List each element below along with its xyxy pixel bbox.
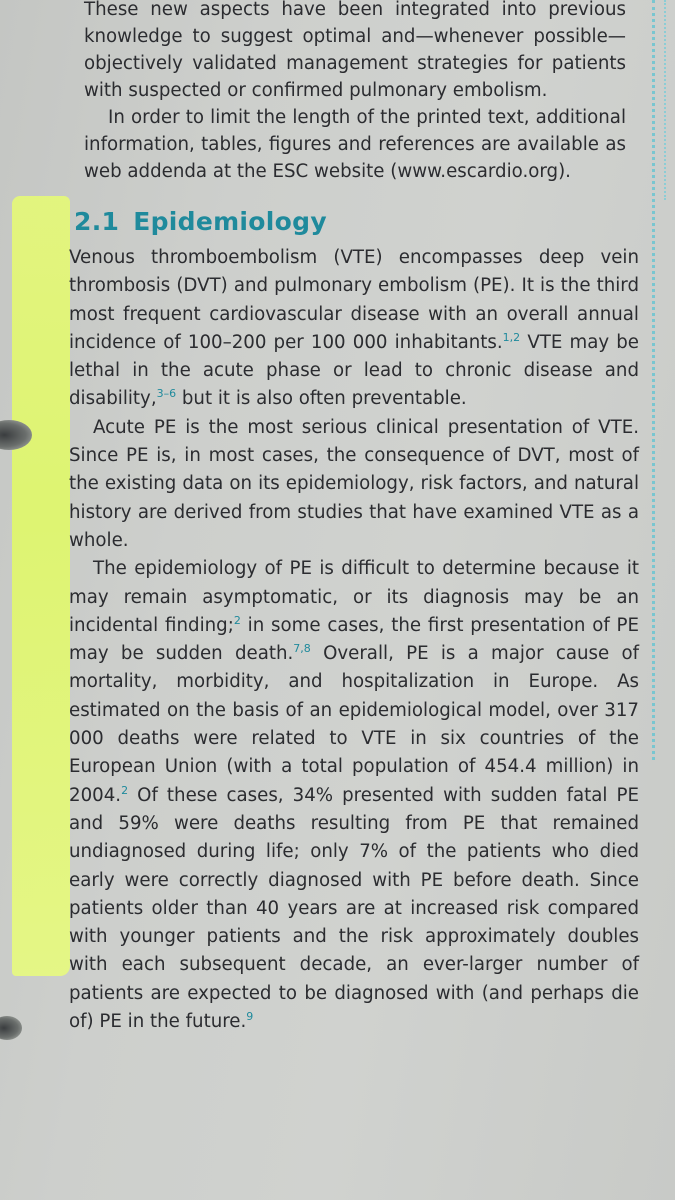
body-text-run: Of these cases, 34% presented with sudden fatal PE and 59% were deaths resulting from PE that remained undiagnosed during life; only 7% of the patients who died early were correctly diagnosed with PE before death. Since patients older than 40 years are at increased risk compared with younger patients and the risk approximately doubles with each subsequent decade, an ever-larger number of patients are expected to be diagnosed with (and perhaps die of) PE in the future. xyxy=(69,784,639,1033)
intro-paragraph: In order to limit the length of the printed text, additional information, tables, figures and references are available as web addenda at the ESC website (www.escardio.org). xyxy=(84,107,626,182)
intro-paragraph: These new aspects have been integrated into previous knowledge to suggest optimal and—whenever possible—objectively validated management strategies for patients with suspected or confirmed pulmonary embolism. xyxy=(84,0,626,101)
section-heading xyxy=(74,207,327,236)
section-body xyxy=(69,244,639,1036)
section-number: 2.1 xyxy=(74,207,120,236)
body-paragraph xyxy=(69,244,639,414)
citation-ref: 3–6 xyxy=(156,387,177,401)
page-edge-dotted-line xyxy=(652,0,655,760)
section-title: Epidemiology xyxy=(133,207,327,236)
body-paragraph xyxy=(69,555,639,1036)
body-text-run: VTE may be lethal in the acute phase or lead to chronic disease and disability, xyxy=(69,331,639,410)
body-text-run: The epidemiology of PE is difficult to determine because it may remain asymptomatic, or its diagnosis may be an incidental finding; xyxy=(69,558,639,636)
intro-text xyxy=(84,0,626,185)
punch-hole-icon xyxy=(0,1016,22,1040)
citation-ref: 1,2 xyxy=(502,330,521,344)
highlighter-mark xyxy=(12,196,70,976)
citation-ref: 7,8 xyxy=(293,642,311,656)
page-edge-dotted-line-secondary xyxy=(664,0,666,200)
body-text-run: in some cases, the first presentation of PE may be sudden death. xyxy=(69,614,639,665)
body-text-run: but it is also often preventable. xyxy=(176,388,467,410)
body-paragraph: Acute PE is the most serious clinical presentation of VTE. Since PE is, in most cases, the consequence of DVT, most of the existing data on its epidemiology, risk factors, and natural history are derived from studies that have examined VTE as a whole. xyxy=(69,416,639,551)
body-text-run: Venous thromboembolism (VTE) encompasses deep vein thrombosis (DVT) and pulmonary embolism (PE). It is the third most frequent cardiovascular disease with an overall annual incidence of 100–200 per 100 000 inhabitants. xyxy=(69,247,639,353)
citation-ref: 9 xyxy=(246,1009,254,1023)
body-text-run: Overall, PE is a major cause of mortality, morbidity, and hospitalization in Europe. As estimated on the basis of an epidemiological model, over 317 000 deaths were related to VTE in six countries of the European Union (with a total population of 454.4 million) in 2004. xyxy=(69,643,639,806)
citation-ref: 2 xyxy=(233,613,241,627)
citation-ref: 2 xyxy=(121,783,129,797)
